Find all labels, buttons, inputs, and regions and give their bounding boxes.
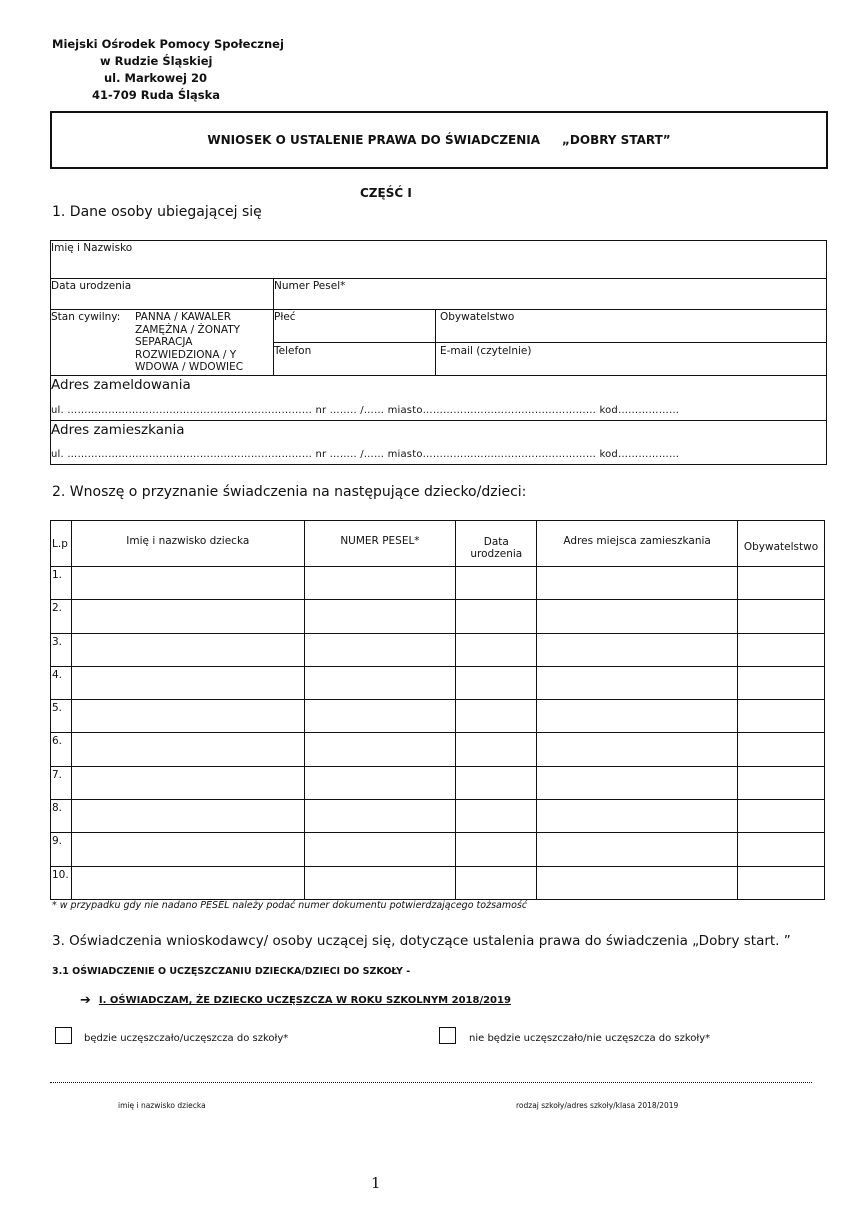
email-label: E-mail (czytelnie) bbox=[440, 345, 532, 357]
child-pesel-cell[interactable] bbox=[304, 700, 456, 733]
part-label: CZĘŚĆ I bbox=[360, 186, 412, 200]
child-address-cell[interactable] bbox=[537, 800, 738, 833]
child-address-cell[interactable] bbox=[537, 766, 738, 799]
child-dob-cell[interactable] bbox=[456, 600, 537, 633]
applicant-data-grid bbox=[50, 240, 827, 465]
institution-address bbox=[52, 36, 284, 104]
not-attends-school-checkbox[interactable] bbox=[439, 1027, 456, 1044]
child-citizenship-cell[interactable] bbox=[737, 833, 824, 866]
dob-label: Data urodzenia bbox=[51, 280, 132, 292]
row-number: 2. bbox=[51, 600, 72, 633]
pesel-label: Numer Pesel* bbox=[274, 280, 346, 292]
row-number: 7. bbox=[51, 766, 72, 799]
child-dob-cell[interactable] bbox=[456, 866, 537, 899]
page-number: 1 bbox=[371, 1174, 381, 1192]
school-declaration bbox=[80, 993, 511, 1008]
row-number: 4. bbox=[51, 666, 72, 699]
civil-status-option[interactable]: PANNA / KAWALER bbox=[135, 311, 232, 323]
table-row bbox=[51, 766, 825, 799]
table-row bbox=[51, 800, 825, 833]
civil-status-option[interactable]: WDOWA / WDOWIEC bbox=[135, 361, 244, 373]
child-name-cell[interactable] bbox=[71, 733, 304, 766]
child-name-cell[interactable] bbox=[71, 666, 304, 699]
child-citizenship-cell[interactable] bbox=[737, 700, 824, 733]
child-dob-cell[interactable] bbox=[456, 766, 537, 799]
residence-address-title: Adres zamieszkania bbox=[51, 422, 185, 438]
pesel-footnote: * w przypadku gdy nie nadano PESEL należy podać numer dokumentu potwierdzającego tożsamość bbox=[52, 900, 528, 911]
child-dob-cell[interactable] bbox=[456, 700, 537, 733]
child-address-cell[interactable] bbox=[537, 866, 738, 899]
child-dob-cell[interactable] bbox=[456, 833, 537, 866]
child-pesel-cell[interactable] bbox=[304, 633, 456, 666]
name-label: Imię i Nazwisko bbox=[51, 242, 133, 254]
child-pesel-cell[interactable] bbox=[304, 833, 456, 866]
child-citizenship-cell[interactable] bbox=[737, 567, 824, 600]
child-name-cell[interactable] bbox=[71, 800, 304, 833]
sex-label: Płeć bbox=[274, 311, 296, 323]
school-info-caption: rodzaj szkoły/adres szkoły/klasa 2018/2019 bbox=[516, 1101, 679, 1110]
civil-status-option[interactable]: ROZWIEDZIONA / Y bbox=[135, 348, 237, 361]
attends-school-checkbox[interactable] bbox=[55, 1027, 72, 1044]
child-name-cell[interactable] bbox=[71, 700, 304, 733]
phone-label: Telefon bbox=[274, 345, 312, 357]
row-number: 1. bbox=[51, 567, 72, 600]
citizenship-label: Obywatelstwo bbox=[440, 311, 515, 323]
column-header-name: Imię i nazwisko dziecka bbox=[71, 521, 304, 567]
row-number: 10. bbox=[51, 866, 72, 899]
column-header-address: Adres miejsca zamieszkania bbox=[537, 521, 738, 567]
institution-street: ul. Markowej 20 bbox=[104, 71, 207, 85]
form-title-program: „DOBRY START” bbox=[562, 133, 671, 147]
child-name-cell[interactable] bbox=[71, 866, 304, 899]
column-header-lp: L.p bbox=[51, 521, 72, 567]
table-row bbox=[51, 600, 825, 633]
child-citizenship-cell[interactable] bbox=[737, 800, 824, 833]
citizenship-field[interactable] bbox=[440, 325, 824, 340]
table-row bbox=[51, 567, 825, 600]
form-title-main: WNIOSEK O USTALENIE PRAWA DO ŚWIADCZENIA bbox=[207, 133, 541, 147]
form-title bbox=[50, 111, 828, 169]
row-number: 8. bbox=[51, 800, 72, 833]
child-address-cell[interactable] bbox=[537, 833, 738, 866]
child-citizenship-cell[interactable] bbox=[737, 633, 824, 666]
table-row bbox=[51, 633, 825, 666]
children-table bbox=[50, 520, 825, 900]
child-dob-cell[interactable] bbox=[456, 800, 537, 833]
not-attends-school-label: nie będzie uczęszczało/nie uczęszcza do szkoły* bbox=[469, 1033, 711, 1044]
registered-address-title: Adres zameldowania bbox=[51, 377, 191, 393]
phone-field[interactable] bbox=[274, 358, 432, 373]
child-dob-cell[interactable] bbox=[456, 567, 537, 600]
child-school-entry-line[interactable] bbox=[50, 1082, 812, 1083]
table-row bbox=[51, 666, 825, 699]
child-dob-cell[interactable] bbox=[456, 733, 537, 766]
child-name-cell[interactable] bbox=[71, 600, 304, 633]
institution-city: w Rudzie Śląskiej bbox=[100, 54, 213, 68]
child-citizenship-cell[interactable] bbox=[737, 666, 824, 699]
child-name-cell[interactable] bbox=[71, 567, 304, 600]
section1-heading: 1. Dane osoby ubiegającej się bbox=[52, 204, 262, 220]
residence-address-line[interactable]: ul. ……………………………………………………………… nr …….. /…… miasto…………………………………………… kod……………… bbox=[51, 449, 680, 460]
attends-school-label: będzie uczęszczało/uczęszcza do szkoły* bbox=[84, 1033, 289, 1044]
child-address-cell[interactable] bbox=[537, 633, 738, 666]
child-name-cell[interactable] bbox=[71, 633, 304, 666]
child-name-cell[interactable] bbox=[71, 766, 304, 799]
name-field[interactable] bbox=[161, 257, 761, 275]
section3-1-heading: 3.1 OŚWIADCZENIE O UCZĘSZCZANIU DZIECKA/DZIECI DO SZKOŁY - bbox=[52, 966, 411, 977]
child-pesel-cell[interactable] bbox=[304, 567, 456, 600]
section2-heading: 2. Wnoszę o przyznanie świadczenia na następujące dziecko/dzieci: bbox=[52, 484, 527, 500]
column-header-citizenship: Obywatelstwo bbox=[737, 521, 824, 567]
child-pesel-cell[interactable] bbox=[304, 600, 456, 633]
dob-field[interactable] bbox=[51, 293, 271, 307]
child-citizenship-cell[interactable] bbox=[737, 766, 824, 799]
email-field[interactable] bbox=[440, 358, 824, 373]
child-pesel-cell[interactable] bbox=[304, 866, 456, 899]
child-address-cell[interactable] bbox=[537, 600, 738, 633]
child-address-cell[interactable] bbox=[537, 567, 738, 600]
institution-postcode: 41-709 Ruda Śląska bbox=[92, 88, 221, 102]
child-address-cell[interactable] bbox=[537, 733, 738, 766]
civil-status-label: Stan cywilny: bbox=[51, 311, 121, 323]
column-header-dob: Data urodzenia bbox=[456, 521, 537, 567]
children-table-header bbox=[51, 521, 825, 567]
table-row bbox=[51, 700, 825, 733]
column-header-pesel: NUMER PESEL* bbox=[304, 521, 456, 567]
child-dob-cell[interactable] bbox=[456, 633, 537, 666]
pesel-field[interactable] bbox=[274, 293, 824, 307]
child-dob-cell[interactable] bbox=[456, 666, 537, 699]
child-address-cell[interactable] bbox=[537, 700, 738, 733]
child-address-cell[interactable] bbox=[537, 666, 738, 699]
child-citizenship-cell[interactable] bbox=[737, 866, 824, 899]
school-declaration-text: I. OŚWIADCZAM, ŻE DZIECKO UCZĘSZCZA W ROKU SZKOLNYM 2018/2019 bbox=[98, 995, 511, 1006]
registered-address-line[interactable]: ul. ……………………………………………………………… nr …….. /…… miasto…………………………………………… kod……………… bbox=[51, 405, 680, 416]
child-name-caption: imię i nazwisko dziecka bbox=[118, 1101, 206, 1110]
table-row bbox=[51, 833, 825, 866]
arrow-right-icon: ➔ bbox=[80, 993, 91, 1008]
table-row bbox=[51, 866, 825, 899]
row-number: 5. bbox=[51, 700, 72, 733]
child-name-cell[interactable] bbox=[71, 833, 304, 866]
row-number: 3. bbox=[51, 633, 72, 666]
civil-status-option[interactable]: SEPARACJA bbox=[135, 336, 193, 348]
child-pesel-cell[interactable] bbox=[304, 766, 456, 799]
table-row bbox=[51, 733, 825, 766]
sex-field[interactable] bbox=[274, 325, 432, 340]
section3-heading: 3. Oświadczenia wnioskodawcy/ osoby uczącej się, dotyczące ustalenia prawa do świadczenia „Dobry start. ” bbox=[52, 933, 791, 949]
child-citizenship-cell[interactable] bbox=[737, 600, 824, 633]
child-pesel-cell[interactable] bbox=[304, 800, 456, 833]
civil-status-options[interactable] bbox=[135, 311, 243, 374]
institution-name: Miejski Ośrodek Pomocy Społecznej bbox=[52, 37, 284, 51]
child-citizenship-cell[interactable] bbox=[737, 733, 824, 766]
child-pesel-cell[interactable] bbox=[304, 666, 456, 699]
civil-status-option[interactable]: ZAMĘŻNA / ŻONATY bbox=[135, 323, 241, 336]
row-number: 6. bbox=[51, 733, 72, 766]
child-pesel-cell[interactable] bbox=[304, 733, 456, 766]
row-number: 9. bbox=[51, 833, 72, 866]
